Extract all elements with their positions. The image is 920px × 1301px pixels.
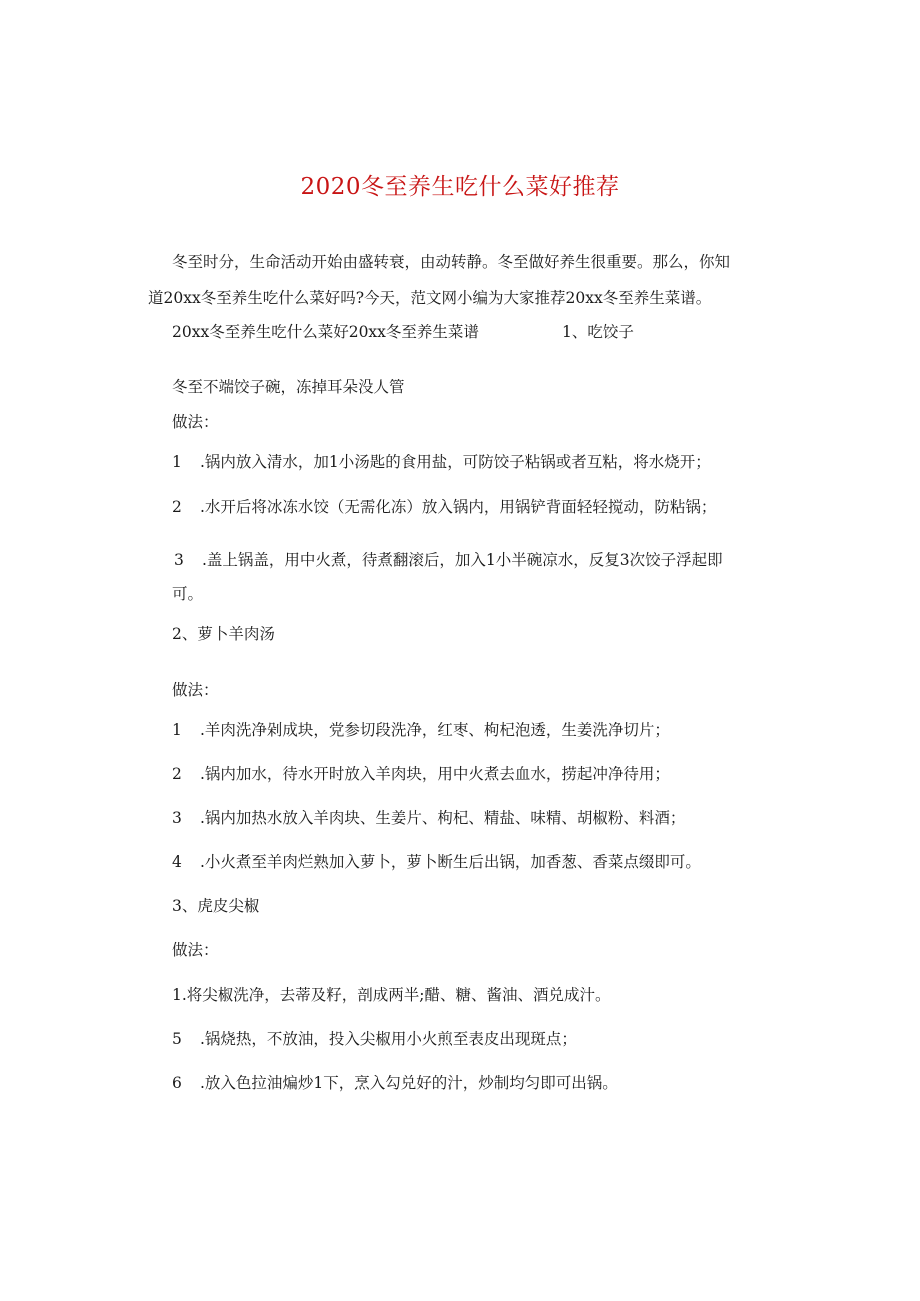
section2-heading: 2、萝卜羊肉汤 bbox=[172, 625, 275, 643]
section3-heading: 3、虎皮尖椒 bbox=[172, 897, 260, 915]
section1-step-3 bbox=[174, 550, 723, 570]
subheading-right: 1、吃饺子 bbox=[562, 323, 634, 341]
intro-line-1: 冬至时分，生命活动开始由盛转衰，由动转静。冬至做好养生很重要。那么，你知 bbox=[172, 253, 731, 271]
step-number: 3 bbox=[172, 809, 182, 827]
step-number: 5 bbox=[172, 1030, 182, 1048]
step-text: .水开后将冰冻水饺（无需化冻）放入锅内，用锅铲背面轻轻搅动，防粘锅； bbox=[200, 498, 717, 516]
section2-step-4 bbox=[172, 852, 701, 872]
step-text: .锅内放入清水，加1小汤匙的食用盐，可防饺子粘锅或者互粘，将水烧开； bbox=[200, 453, 711, 471]
step-number: 1 bbox=[172, 453, 182, 471]
step-text: .锅烧热，不放油，投入尖椒用小火煎至表皮出现斑点； bbox=[200, 1030, 577, 1048]
section3-method-label: 做法： bbox=[172, 941, 219, 959]
step-text: .锅内加热水放入羊肉块、生姜片、枸杞、精盐、味精、胡椒粉、料酒； bbox=[200, 809, 686, 827]
intro-line-2: 道20xx冬至养生吃什么菜好吗?今天，范文网小编为大家推荐20xx冬至养生菜谱。 bbox=[148, 289, 712, 307]
step-number: 3 bbox=[174, 551, 184, 569]
section3-step-5 bbox=[172, 1029, 577, 1049]
intro-paragraph bbox=[148, 244, 792, 316]
step-text: .放入色拉油煸炒1下，烹入勾兑好的汁，炒制均匀即可出锅。 bbox=[200, 1074, 618, 1092]
step-text: .锅内加水，待水开时放入羊肉块，用中火煮去血水，捞起冲净待用； bbox=[200, 765, 670, 783]
section2-step-1 bbox=[172, 720, 670, 740]
step-number: 2 bbox=[172, 765, 182, 783]
step-number: 4 bbox=[172, 853, 182, 871]
step-number: 6 bbox=[172, 1074, 182, 1092]
step-text: .盖上锅盖，用中火煮，待煮翻滚后，加入1小半碗凉水，反复3次饺子浮起即 bbox=[202, 551, 723, 569]
step-text: .小火煮至羊肉烂熟加入萝卜，萝卜断生后出锅，加香葱、香菜点缀即可。 bbox=[200, 853, 701, 871]
section3-step-1: 1.将尖椒洗净，去蒂及籽，剖成两半;醋、糖、酱油、酒兑成汁。 bbox=[172, 986, 611, 1004]
step-number: 1 bbox=[172, 721, 182, 739]
section2-method-label: 做法： bbox=[172, 681, 219, 699]
section1-step-3-continued: 可。 bbox=[172, 585, 204, 603]
step-text: .羊肉洗净剁成块，党参切段洗净，红枣、枸杞泡透，生姜洗净切片； bbox=[200, 721, 670, 739]
section2-step-3 bbox=[172, 808, 685, 828]
subheading-left: 20xx冬至养生吃什么菜好20xx冬至养生菜谱 bbox=[172, 323, 479, 341]
step-number: 2 bbox=[172, 498, 182, 516]
saying-text: 冬至不端饺子碗，冻掉耳朵没人管 bbox=[172, 378, 405, 396]
section3-step-6 bbox=[172, 1073, 618, 1093]
page-title: 2020冬至养生吃什么菜好推荐 bbox=[300, 174, 620, 200]
section1-method-label: 做法： bbox=[172, 413, 219, 431]
section2-step-2 bbox=[172, 764, 670, 784]
section1-step-1 bbox=[172, 452, 711, 472]
section1-step-2 bbox=[172, 497, 716, 517]
